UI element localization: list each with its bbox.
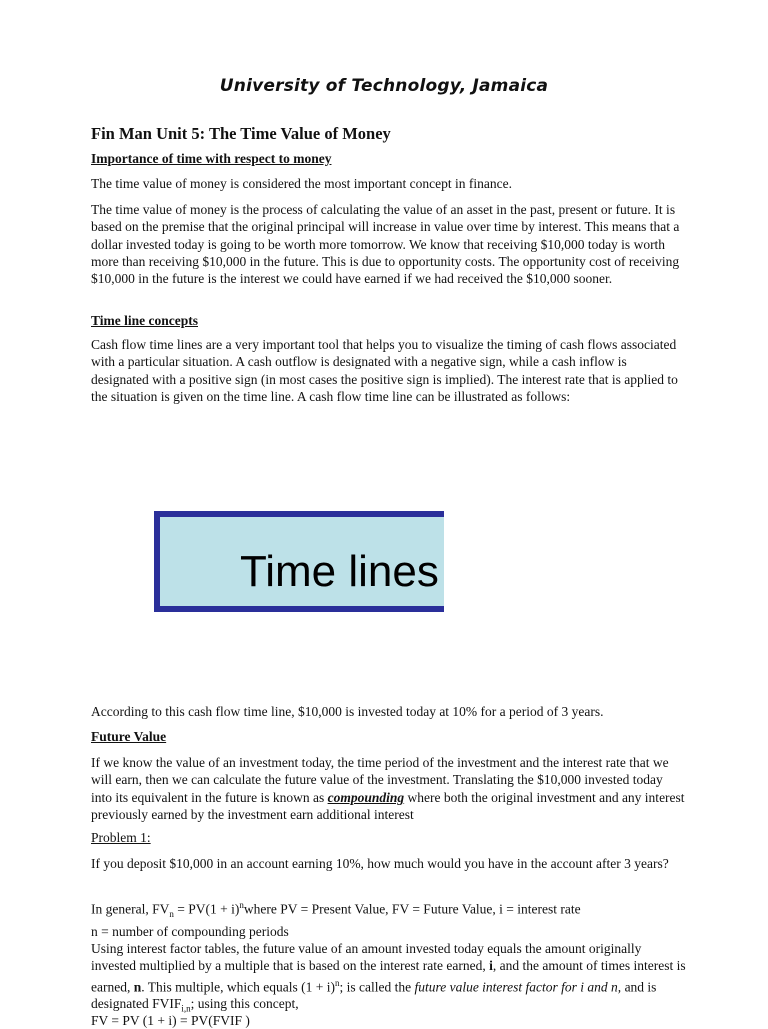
document-title: Fin Man Unit 5: The Time Value of Money (91, 124, 391, 143)
timeline-paragraph: Cash flow time lines are a very important tool that helps you to visualize the timing of cash flows associated with a particular situation. A cash outflow is designated with a negative sign, while a cash inflow is designated with a positive sign (in most cases the positive sign is implied). The interest rate that is applied to the situation is given on the time line. A cash flow time line can be illustrated as follows: (91, 337, 678, 404)
tables-text-5: and is designated FVIF (91, 979, 657, 1012)
timeline-image-text: Time lines (240, 547, 439, 596)
tables-text-2: , and the amount of times interest is earned, (91, 958, 686, 995)
formula-equation: = PV(1 + i) (173, 901, 240, 917)
formula-subscript: n (169, 909, 174, 920)
problem-label: Problem 1: (91, 830, 151, 845)
timeline-heading: Time line concepts (91, 313, 198, 328)
tables-text-4: ; is called the (339, 979, 415, 995)
tables-superscript: n (334, 977, 340, 988)
formula-prefix: In general, FV (91, 901, 170, 917)
tables-n: n (133, 979, 142, 995)
timeline-image (154, 511, 444, 612)
tables-italic-term: future value interest factor for i and n, (414, 979, 622, 995)
future-value-heading: Future Value (91, 729, 167, 744)
tables-text-3: . This multiple, which equals (1 + i) (141, 979, 335, 995)
compounding-term: compounding (327, 789, 405, 805)
problem-text: If you deposit $10,000 in an account earning 10%, how much would you have in the account after 3 years? (91, 856, 669, 871)
formula-definitions: where PV = Present Value, FV = Future Value, i = interest rate (243, 901, 581, 917)
tables-text-1: Using interest factor tables, the future value of an amount invested today equals the amount originally invested multiplied by a multiple that is based on the interest rate earned, (91, 941, 642, 974)
fv-text-part2: where both the original investment and any interest previously earned by the investment earn additional interest (91, 789, 685, 822)
formula-n-definition: n = number of compounding periods (91, 924, 289, 940)
tables-i: i (489, 958, 493, 974)
future-value-paragraph (91, 754, 686, 823)
fv-final-formula: FV = PV (1 + i) = PV(FVIF ) (91, 1013, 250, 1028)
importance-heading: Importance of time with respect to money (91, 151, 332, 166)
tables-subscript: i,n (181, 1004, 191, 1015)
tvm-paragraph: The time value of money is the process of calculating the value of an asset in the past, present or future. It is based on the premise that the original principal will increase in value over time by interest. This means that a dollar invested today is going to be worth more tomorrow. We know that receiving $10,000 today is worth more than receiving $10,000 in the future. This is due to opportunity costs. The opportunity cost of receiving $10,000 in the future is the interest we could have earned if we had received the $10,000 sooner. (91, 202, 680, 287)
tables-text-6: ; using this concept, (190, 996, 299, 1012)
timeline-image-frame (154, 511, 444, 612)
interest-tables-paragraph (91, 940, 686, 1018)
fv-text-part1: If we know the value of an investment today, the time period of the investment and the interest rate that we will earn, then we can calculate the future value of the investment. Translating the $10,000 invested today into its equivalent in the future is known as (91, 755, 669, 805)
cashflow-sentence: According to this cash flow time line, $10,000 is invested today at 10% for a period of 3 years. (91, 704, 604, 719)
formula-superscript: n (239, 900, 244, 910)
university-header: University of Technology, Jamaica (219, 76, 549, 96)
intro-sentence: The time value of money is considered the most important concept in finance. (91, 176, 512, 191)
general-formula (91, 897, 691, 941)
